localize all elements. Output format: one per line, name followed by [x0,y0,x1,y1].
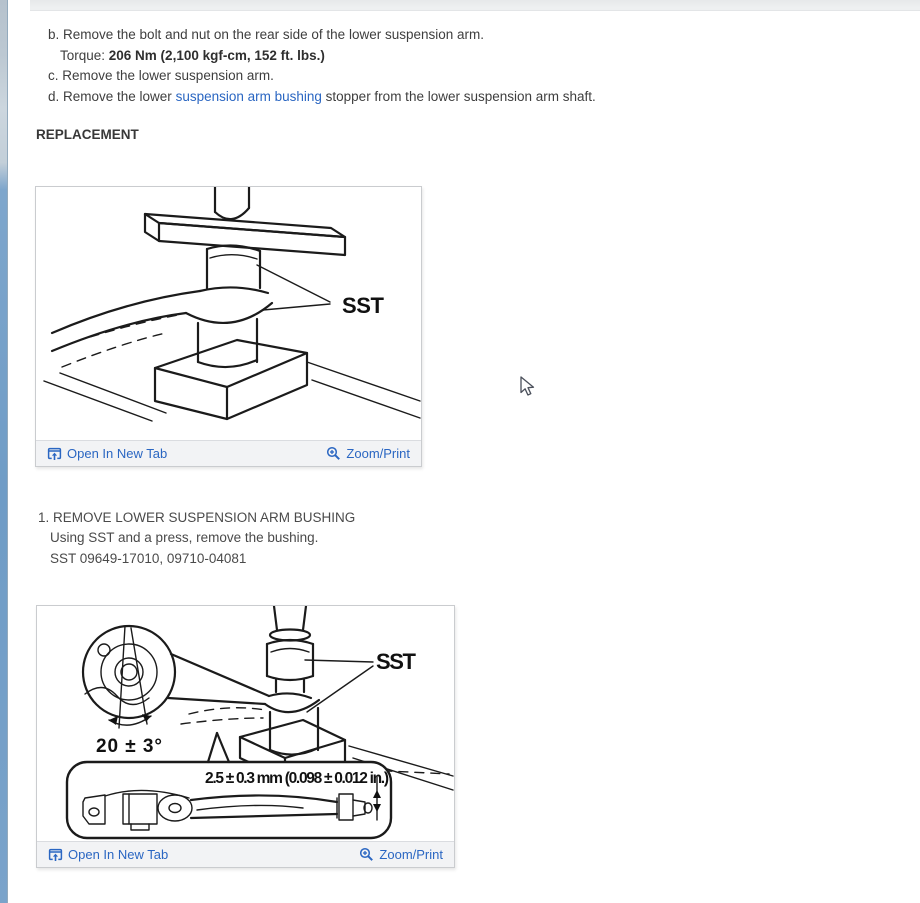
step1-title: 1. REMOVE LOWER SUSPENSION ARM BUSHING [38,510,356,525]
figure2-zoom-label: Zoom/Print [379,847,443,862]
step-d-text [48,87,596,108]
torque-line [60,46,596,67]
torque-value: 206 Nm (2,100 kgf-cm, 152 ft. lbs.) [108,47,325,63]
mouse-cursor [520,376,538,398]
figure-card-2 [36,605,455,868]
figure2-angle-label: 20 ± 3° [96,736,162,757]
figure2-open-label: Open In New Tab [68,847,169,862]
step1-block [38,508,355,569]
step-d-suffix: stopper from the lower suspension arm shaft. [321,88,596,104]
step1-line1: Using SST and a press, remove the bushing. [50,530,319,546]
figure2-dimension-label: 2.5 ± 0.3 mm (0.098 ± 0.012 in.) [205,770,389,787]
zoom-in-icon [359,847,374,862]
figure1-zoom-label: Zoom/Print [346,446,410,461]
figure1-zoom-print-link[interactable] [326,446,410,461]
step-b-text: b. Remove the bolt and nut on the rear side of the lower suspension arm. [48,27,485,42]
figure2-sst-label: SST [376,649,416,674]
figure1-sst-label: SST [342,293,384,318]
figure2-footer [37,841,454,867]
window-edge-strip [0,0,8,903]
step-c-text: c. Remove the lower suspension arm. [48,68,274,83]
top-toolbar-edge [30,0,920,11]
figure1-open-in-new-tab-link[interactable] [47,446,167,461]
figure-card-1 [35,186,422,467]
figure1-footer [36,440,421,466]
open-in-new-tab-icon [48,847,63,862]
zoom-in-icon [326,446,341,461]
step1-line2: SST 09649-17010, 09710-04081 [50,550,247,566]
torque-label: Torque: [60,47,109,63]
suspension-arm-bushing-link[interactable]: suspension arm bushing [175,88,322,104]
figure2-zoom-print-link[interactable] [359,847,443,862]
open-in-new-tab-icon [47,446,62,461]
figure2-bushing-diagram [37,606,454,841]
figure1-press-diagram [36,187,421,440]
figure2-open-in-new-tab-link[interactable] [48,847,168,862]
section-heading-replacement: REPLACEMENT [36,127,139,142]
step-d-prefix: d. Remove the lower [48,88,176,104]
figure1-open-label: Open In New Tab [67,446,168,461]
procedure-steps [48,25,596,107]
